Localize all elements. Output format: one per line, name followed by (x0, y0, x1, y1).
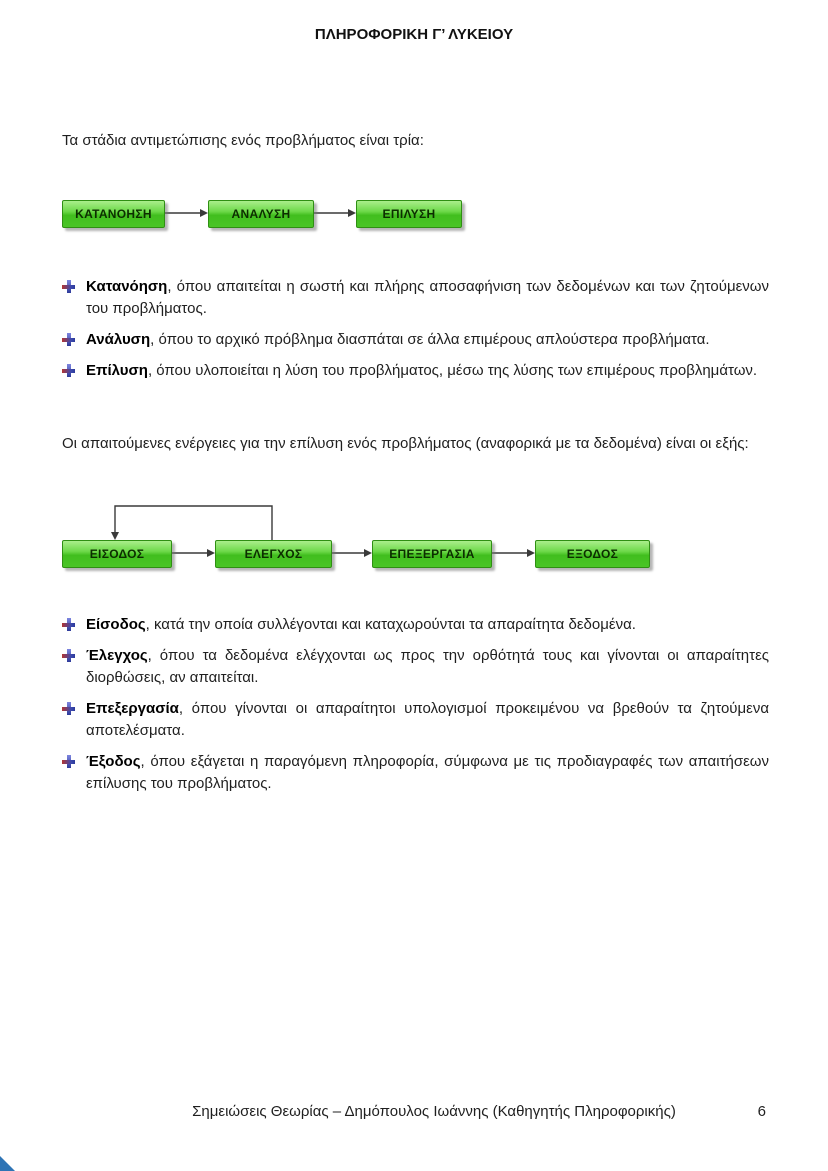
intro-paragraph-stages: Τα στάδια αντιμετώπισης ενός προβλήματος είναι τρία: (62, 132, 424, 149)
list-body: , όπου το αρχικό πρόβλημα διασπάται σε άλλα επιμέρους απλούστερα προβλήματα. (150, 331, 710, 348)
list-term: Είσοδος (86, 616, 146, 633)
arrow-right-icon (348, 209, 356, 217)
list-item (62, 645, 769, 689)
plus-bullet-icon (62, 333, 75, 346)
list-term: Επίλυση (86, 362, 148, 379)
page-title: ΠΛΗΡΟΦΟΡΙΚΗ Γ’ ΛΥΚΕΙΟΥ (314, 26, 514, 43)
flow-box-exodos: ΕΞΟΔΟΣ (535, 540, 650, 568)
arrow-right-icon (200, 209, 208, 217)
list-item (62, 276, 769, 320)
flow-box-analysi: ΑΝΑΛΥΣΗ (208, 200, 314, 228)
arrow-right-icon (527, 549, 535, 557)
flow-box-epexergasia: ΕΠΕΞΕΡΓΑΣΙΑ (372, 540, 492, 568)
list-item-text (86, 751, 769, 795)
feedback-line (115, 506, 272, 540)
plus-bullet-icon (62, 702, 75, 715)
flow-box-elegxos: ΕΛΕΓΧΟΣ (215, 540, 332, 568)
list-item (62, 751, 769, 795)
list-item-text (86, 645, 769, 689)
list-item-text (86, 329, 769, 351)
list-item-text (86, 698, 769, 742)
list-item-text (86, 276, 769, 320)
flow-box-epilysi: ΕΠΙΛΥΣΗ (356, 200, 462, 228)
list-item (62, 360, 769, 382)
list-term: Έξοδος (86, 753, 141, 770)
list-term: Έλεγχος (86, 647, 148, 664)
arrow-right-icon (207, 549, 215, 557)
list-term: Ανάλυση (86, 331, 151, 348)
list-term: Επεξεργασία (86, 700, 179, 717)
page-number: 6 (757, 1103, 766, 1120)
list-item-text (86, 614, 769, 636)
arrow-down-icon (111, 532, 119, 540)
list-body: , όπου γίνονται οι απαραίτητοι υπολογισμοί προκειμένου να βρεθούν τα ζητούμενα αποτελέσματα. (86, 700, 769, 739)
list-item (62, 698, 769, 742)
plus-bullet-icon (62, 649, 75, 662)
page-footer (62, 1103, 766, 1120)
list-item (62, 329, 769, 351)
corner-accent (0, 1156, 15, 1171)
list-body: , όπου εξάγεται η παραγόμενη πληροφορία, σύμφωνα με τις προδιαγραφές των απαιτήσεων επίλυσης του προβλήματος. (86, 753, 769, 792)
stages-list (62, 276, 769, 391)
list-body: , όπου τα δεδομένα ελέγχονται ως προς την ορθότητά τους και γίνονται οι απαραίτητες διορθώσεις, αν απαιτείται. (86, 647, 769, 686)
flowchart-stages (62, 198, 464, 232)
arrow-right-icon (364, 549, 372, 557)
plus-bullet-icon (62, 364, 75, 377)
actions-list (62, 614, 769, 804)
flow-box-katanoisi: ΚΑΤΑΝΟΗΣΗ (62, 200, 165, 228)
list-body: , όπου υλοποιείται η λύση του προβλήματος, μέσω της λύσης των επιμέρους προβλημάτων. (147, 362, 758, 379)
list-item-text (86, 360, 769, 382)
list-body: , όπου απαιτείται η σωστή και πλήρης αποσαφήνιση των δεδομένων και των ζητούμενων του προβλήματος. (86, 278, 769, 317)
plus-bullet-icon (62, 755, 75, 768)
plus-bullet-icon (62, 280, 75, 293)
footer-note: Σημειώσεις Θεωρίας – Δημόπουλος Ιωάννης (Καθηγητής Πληροφορικής) (192, 1103, 676, 1120)
list-term: Κατανόηση (86, 278, 168, 295)
list-body: , κατά την οποία συλλέγονται και καταχωρούνται τα απαραίτητα δεδομένα. (145, 616, 636, 633)
flowchart-actions (62, 498, 662, 573)
plus-bullet-icon (62, 618, 75, 631)
intro-paragraph-actions: Οι απαιτούμενες ενέργειες για την επίλυση ενός προβλήματος (αναφορικά με τα δεδομένα) είναι οι εξής: (62, 435, 749, 452)
list-item (62, 614, 769, 636)
flow-box-eisodos: ΕΙΣΟΔΟΣ (62, 540, 172, 568)
